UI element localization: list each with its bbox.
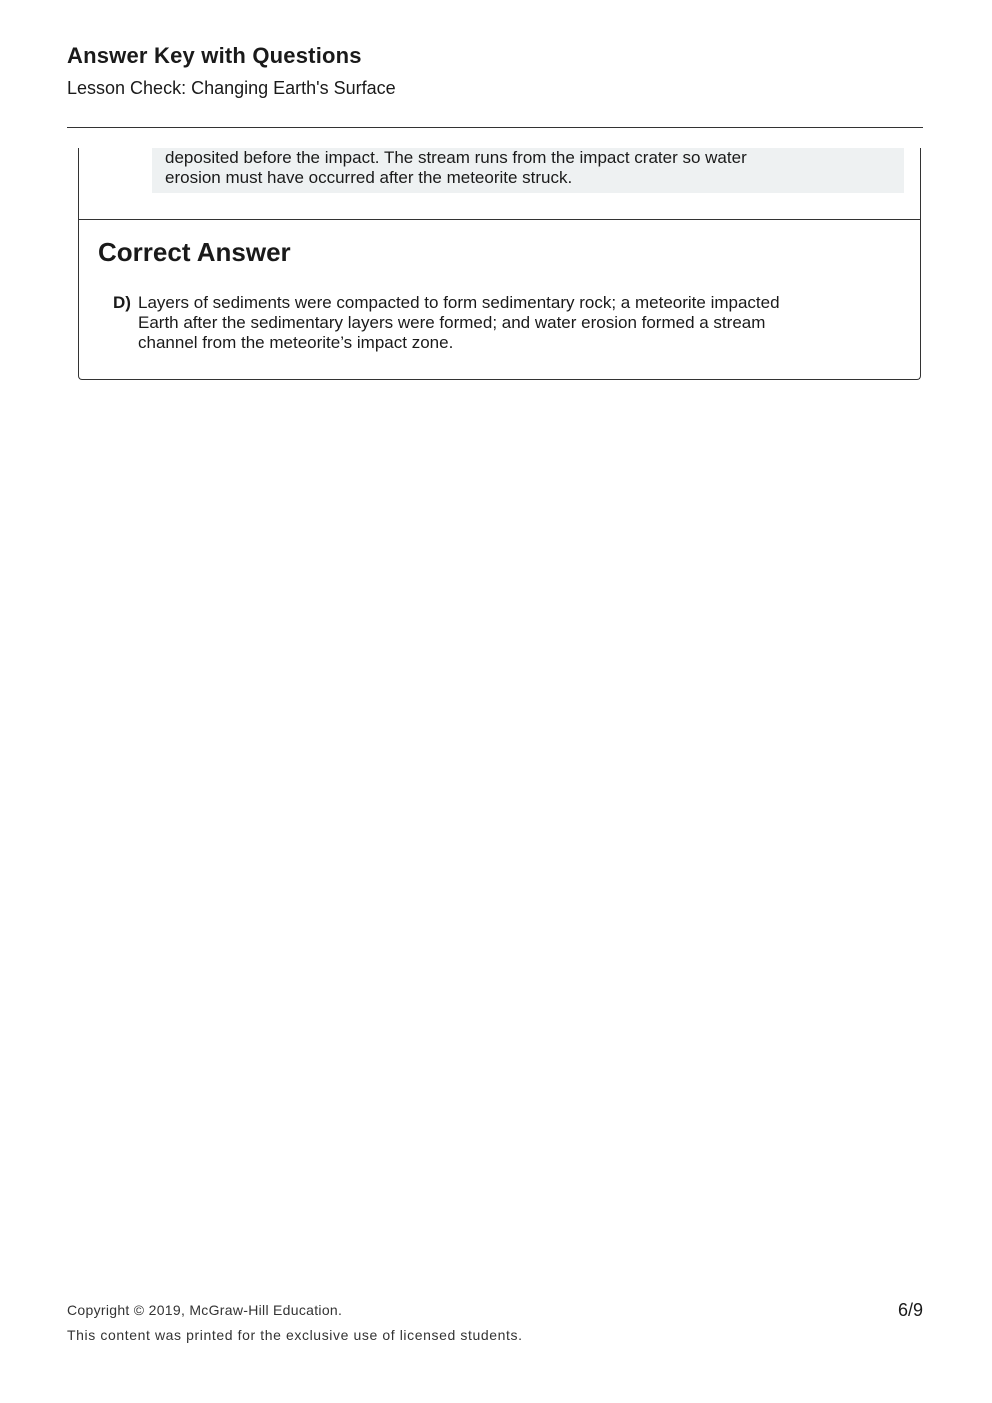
document-title: Answer Key with Questions — [67, 43, 362, 68]
correct-answer-heading: Correct Answer — [98, 237, 291, 267]
answer-letter: D) — [113, 293, 131, 312]
license-note: This content was printed for the exclusive use of licensed students. — [67, 1327, 523, 1343]
copyright-notice: Copyright © 2019, McGraw-Hill Education. — [67, 1302, 343, 1318]
explanation-line: deposited before the impact. The stream runs from the impact crater so water — [165, 148, 747, 167]
answer-text — [138, 293, 780, 353]
page-number: 6/9 — [897, 1300, 923, 1320]
question-card — [78, 148, 921, 380]
explanation-text — [165, 148, 892, 188]
document-subtitle: Lesson Check: Changing Earth's Surface — [67, 78, 396, 98]
section-divider — [79, 219, 920, 220]
page-footer — [67, 1300, 923, 1345]
explanation-box — [152, 148, 904, 193]
page-header — [67, 42, 923, 100]
explanation-line: erosion must have occurred after the meteorite struck. — [165, 168, 573, 187]
header-divider — [67, 127, 923, 128]
answer-line: Layers of sediments were compacted to form sedimentary rock; a meteorite impacted — [138, 293, 780, 312]
correct-answer-choice — [113, 293, 893, 353]
answer-line: channel from the meteorite’s impact zone. — [138, 333, 454, 352]
answer-line: Earth after the sedimentary layers were formed; and water erosion formed a stream — [138, 313, 766, 332]
